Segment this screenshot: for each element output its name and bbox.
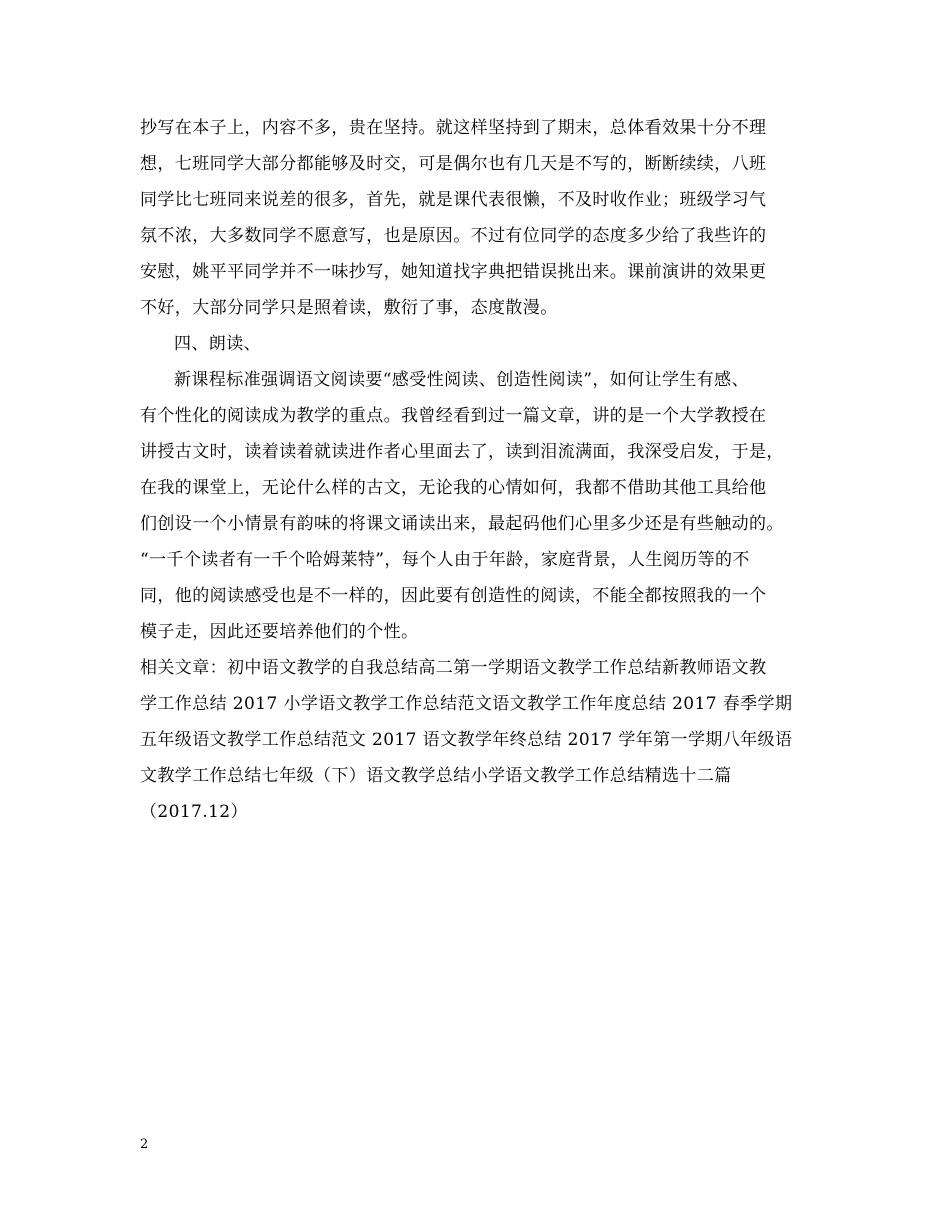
text-line: 氛不浓，大多数同学不愿意写，也是原因。不过有位同学的态度多少给了我些许的 (140, 226, 767, 246)
text-line: 在我的课堂上，无论什么样的古文，无论我的心情如何，我都不借助其他工具给他 (140, 478, 767, 498)
text-line: 同，他的阅读感受也是不一样的，因此要有创造性的阅读，不能全都按照我的一个 (140, 586, 767, 606)
text-line: “一千个读者有一千个哈姆莱特”，每个人由于年龄，家庭背景，人生阅历等的不 (140, 550, 750, 570)
text-line: 讲授古文时，读着读着就读进作者心里面去了，读到泪流满面，我深受启发，于是， (140, 442, 784, 462)
document-body (140, 110, 830, 830)
related-line: 学工作总结 2017 小学语文教学工作总结范文语文教学工作年度总结 2017 春季学期 (140, 694, 793, 714)
text-line: 同学比七班同来说差的很多，首先，就是课代表很懒，不及时收作业；班级学习气 (140, 190, 767, 210)
text-line: 抄写在本子上，内容不多，贵在坚持。就这样坚持到了期末，总体看效果十分不理 (140, 118, 767, 138)
text-line: 不好，大部分同学只是照着读，敷衍了事，态度散漫。 (140, 298, 558, 318)
related-line: 文教学工作总结七年级（下）语文教学总结小学语文教学工作总结精选十二篇 (140, 766, 732, 786)
text-line: 安慰，姚平平同学并不一味抄写，她知道找字典把错误挑出来。课前演讲的效果更 (140, 262, 767, 282)
text-line: 新课程标准强调语文阅读要“感受性阅读、创造性阅读”，如何让学生有感、 (174, 370, 749, 390)
section-heading-reading: 四、朗读、 (174, 334, 261, 354)
text-line: 们创设一个小情景有韵味的将课文诵读出来，最起码他们心里多少还是有些触动的。 (140, 514, 784, 534)
related-line: 相关文章：初中语文教学的自我总结高二第一学期语文教学工作总结新教师语文教 (140, 658, 767, 678)
text-line: 有个性化的阅读成为教学的重点。我曾经看到过一篇文章，讲的是一个大学教授在 (140, 406, 767, 426)
related-articles (140, 650, 830, 830)
text-line: 模子走，因此还要培养他们的个性。 (140, 622, 419, 642)
related-line: （2017.12） (140, 802, 248, 822)
page-number: 2 (140, 1137, 149, 1152)
paragraph-homework (140, 110, 830, 326)
paragraph-reading (140, 362, 830, 650)
related-line: 五年级语文教学工作总结范文 2017 语文教学年终总结 2017 学年第一学期八年级语 (140, 730, 793, 750)
text-line: 想，七班同学大部分都能够及时交，可是偶尔也有几天是不写的，断断续续，八班 (140, 154, 767, 174)
